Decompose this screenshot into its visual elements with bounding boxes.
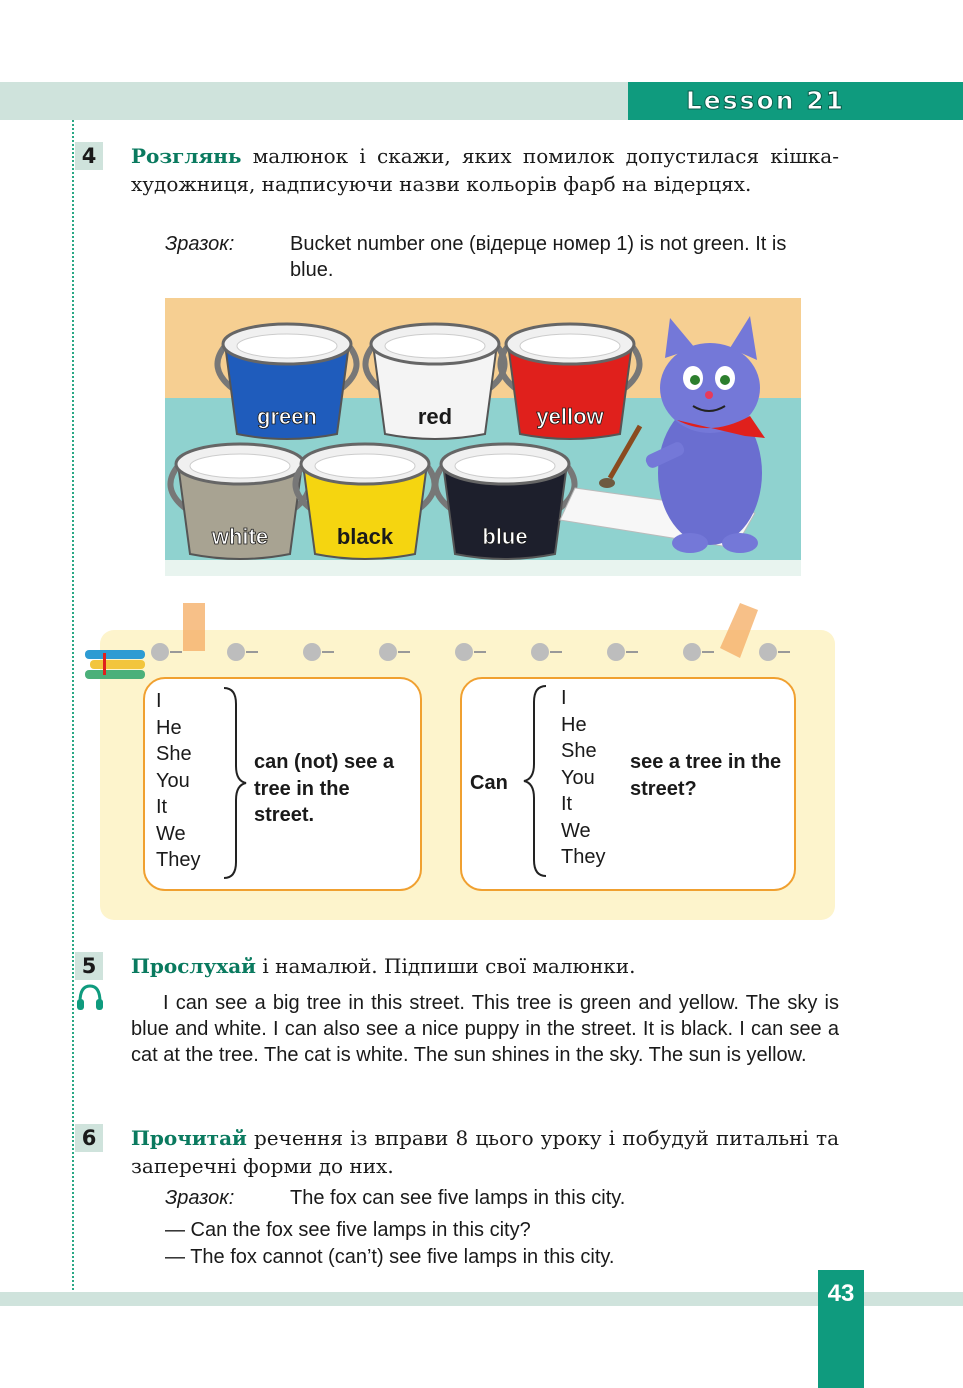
pronoun: He: [561, 713, 587, 736]
question-can: Can: [470, 772, 508, 794]
pronoun: It: [561, 793, 573, 815]
pronoun: She: [156, 743, 192, 765]
paint-bucket: [170, 444, 309, 559]
pronoun: I: [561, 687, 567, 709]
question-phrase: see a tree in the street?: [630, 751, 782, 800]
question-pronouns: [561, 685, 605, 871]
paint-bucket: [365, 324, 504, 439]
paint-buckets-picture: [165, 298, 801, 576]
pronoun: I: [156, 690, 162, 712]
exercise-5-verb: Прослухай: [131, 954, 257, 978]
exercise-6-number: 6: [75, 1124, 103, 1152]
exercise-4-sample-label: Зразок:: [165, 233, 235, 255]
paint-bucket: [217, 324, 356, 439]
exercise-4-verb: Розглянь: [131, 144, 242, 168]
exercise-4-number: 4: [75, 142, 103, 170]
exercise-4-instruction: [131, 142, 839, 198]
exercise-6-negative-line: — The fox cannot (can’t) see five lamps in this city.: [165, 1246, 615, 1268]
statement-pronouns: [156, 688, 200, 874]
exercise-4-text: малюнок і скажи, яких помилок допустилася кішка-художниця, надписуючи назви кольорів фарб на відерцях.: [131, 144, 839, 196]
lesson-title: Lesson 21: [685, 86, 845, 115]
bucket-label: yellow: [536, 404, 604, 429]
bucket-label: black: [336, 524, 394, 549]
pronoun: They: [156, 849, 201, 871]
exercise-6-sample-label: Зразок:: [165, 1187, 235, 1209]
exercise-6-instruction: [131, 1124, 839, 1180]
exercise-6-verb: Прочитай: [131, 1126, 247, 1150]
exercise-5-paragraph: I can see a big tree in this street. This tree is green and yellow. The sky is blue and white. I can also see a nice puppy in the street. It is black. I can see a cat at the tree. The cat is white. The sun shines in the sky. The sun is yellow.: [131, 992, 839, 1066]
page-number-box: [818, 1270, 864, 1388]
books-icon: [85, 650, 145, 679]
brace-right: [220, 686, 250, 880]
exercise-5-text: і намалюй. Підпиши свої малюнки.: [256, 954, 636, 978]
bucket-label: red: [417, 404, 453, 429]
lesson-tab: [628, 82, 963, 120]
exercise-6-question-line: — Can the fox see five lamps in this city?: [165, 1219, 531, 1241]
bucket-label: blue: [482, 524, 528, 549]
exercise-5-instruction: [131, 952, 839, 980]
bucket-label: white: [211, 524, 269, 549]
pronoun: She: [561, 740, 597, 762]
headphones-icon: [75, 982, 105, 1012]
page-number: 43: [827, 1280, 855, 1307]
brace-left: [520, 684, 550, 878]
bucket-label: green: [257, 404, 317, 429]
pronoun: You: [561, 766, 595, 789]
pronoun: They: [561, 846, 606, 868]
paint-bucket: [295, 444, 434, 559]
statement-phrase: can (not) see a tree in the street.: [254, 751, 395, 826]
pronoun: We: [561, 819, 591, 842]
exercise-4-sample-text: Bucket number one (відерце номер 1) is not green. It is blue.: [290, 233, 787, 281]
pronoun: He: [156, 716, 182, 739]
pronoun: We: [156, 822, 186, 845]
paint-bucket: [500, 324, 639, 439]
pronoun: You: [156, 769, 190, 792]
exercise-6-sample-text: The fox can see five lamps in this city.: [290, 1187, 626, 1209]
margin-dotted-line: [72, 120, 74, 1290]
paint-bucket: [435, 444, 574, 559]
exercise-5-number: 5: [75, 952, 103, 980]
pronoun: It: [156, 796, 168, 818]
exercise-6-text: речення із вправи 8 цього уроку і побудуй питальні та заперечні форми до них.: [131, 1126, 839, 1178]
